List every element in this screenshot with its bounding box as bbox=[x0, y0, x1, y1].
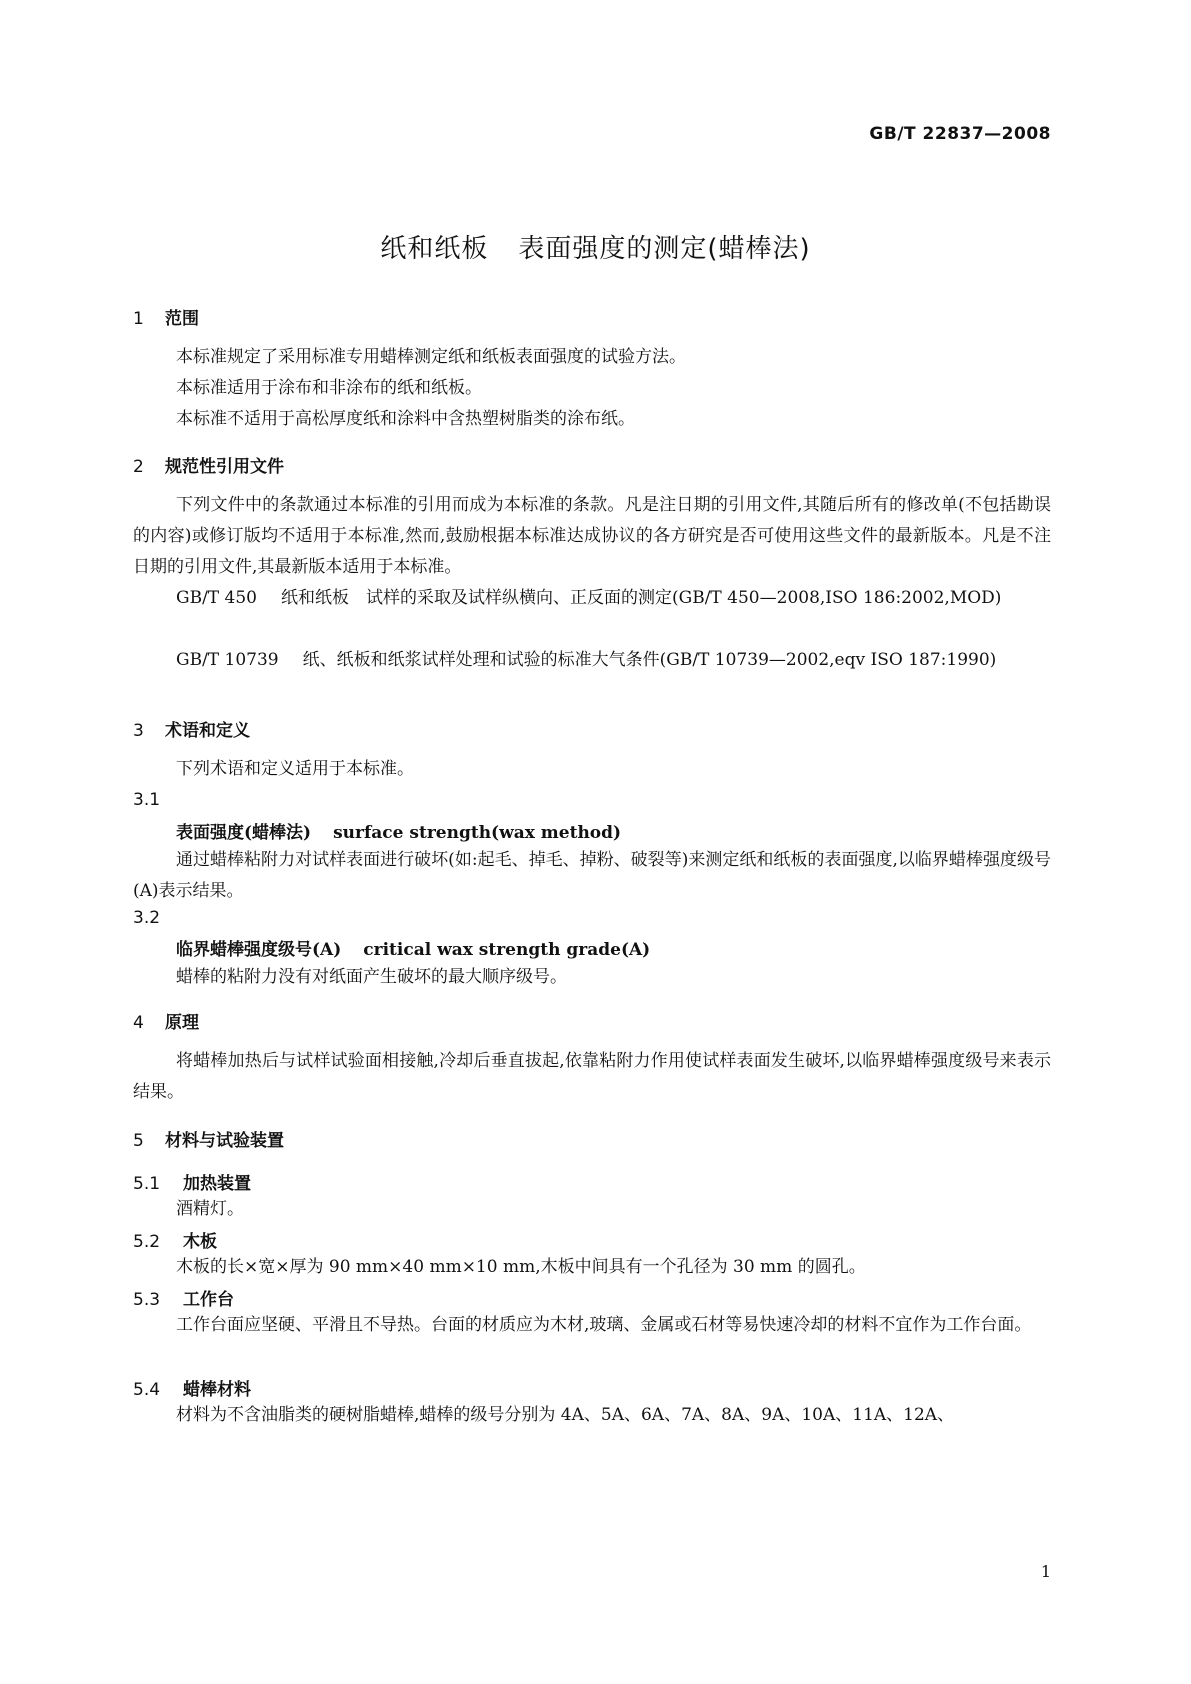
ref-text: 纸、纸板和纸浆试样处理和试验的标准大气条件(GB/T 10739—2002,eqv ISO 187:1990) bbox=[302, 650, 997, 670]
page-number: 1 bbox=[1040, 1562, 1051, 1581]
term-1 bbox=[133, 818, 1094, 843]
s1-paragraph-1: 本标准规定了采用标准专用蜡棒测定纸和纸板表面强度的试验方法。 bbox=[176, 347, 686, 367]
subsection-5-2-text: 木板的长×宽×厚为 90 mm×40 mm×10 mm,木板中间具有一个孔径为 30 mm 的圆孔。 bbox=[176, 1257, 866, 1277]
section-1-heading bbox=[133, 304, 1051, 329]
section-number: 5 bbox=[133, 1131, 144, 1151]
normative-reference-1 bbox=[133, 583, 1051, 614]
subsection-number: 5.1 bbox=[133, 1174, 161, 1194]
section-title: 规范性引用文件 bbox=[165, 457, 284, 477]
subsection-title: 木板 bbox=[183, 1232, 217, 1252]
term-2-number: 3.2 bbox=[133, 908, 161, 928]
subsection-number: 5.3 bbox=[133, 1290, 161, 1310]
section-title: 材料与试验装置 bbox=[165, 1131, 284, 1151]
s2-paragraph-1: 下列文件中的条款通过本标准的引用而成为本标准的条款。凡是注日期的引用文件,其随后所有的修改单(不包括勘误的内容)或修订版均不适用于本标准,然而,鼓励根据本标准达成协议的各方研究是否可使用这些文件的最新版本。凡是不注日期的引用文件,其最新版本适用于本标准。 bbox=[133, 495, 1051, 577]
ref-code: GB/T 10739 bbox=[176, 650, 279, 670]
subsection-5-4-heading bbox=[133, 1375, 1051, 1400]
subsection-number: 5.4 bbox=[133, 1380, 161, 1400]
title-part1: 纸和纸板 bbox=[380, 234, 489, 264]
term-2-definition: 蜡棒的粘附力没有对纸面产生破坏的最大顺序级号。 bbox=[176, 967, 567, 987]
section-2-heading bbox=[133, 452, 1051, 477]
ref-text: 纸和纸板 试样的采取及试样纵横向、正反面的测定(GB/T 450—2008,ISO 186:2002,MOD) bbox=[281, 588, 1002, 608]
subsection-5-1-text: 酒精灯。 bbox=[176, 1199, 244, 1219]
section-number: 4 bbox=[133, 1013, 144, 1033]
section-number: 3 bbox=[133, 721, 144, 741]
term-english: surface strength(wax method) bbox=[333, 823, 622, 843]
s1-paragraph-3: 本标准不适用于高松厚度纸和涂料中含热塑树脂类的涂布纸。 bbox=[176, 409, 635, 429]
ref-code: GB/T 450 bbox=[176, 588, 257, 608]
subsection-5-3-heading bbox=[133, 1285, 1051, 1310]
subsection-5-2-heading bbox=[133, 1227, 1051, 1252]
section-5-heading bbox=[133, 1126, 1051, 1151]
normative-reference-2 bbox=[133, 645, 1051, 676]
s1-paragraph-2: 本标准适用于涂布和非涂布的纸和纸板。 bbox=[176, 378, 482, 398]
section-title: 原理 bbox=[165, 1013, 199, 1033]
subsection-5-3-text: 工作台面应坚硬、平滑且不导热。台面的材质应为木材,玻璃、金属或石材等易快速冷却的材料不宜作为工作台面。 bbox=[176, 1315, 1032, 1335]
s4-paragraph-1: 将蜡棒加热后与试样试验面相接触,冷却后垂直拔起,依靠粘附力作用使试样表面发生破坏,以临界蜡棒强度级号来表示结果。 bbox=[133, 1051, 1051, 1102]
s3-paragraph-1: 下列术语和定义适用于本标准。 bbox=[176, 759, 414, 779]
term-1-definition: 通过蜡棒粘附力对试样表面进行破坏(如:起毛、掉毛、掉粉、破裂等)来测定纸和纸板的表面强度,以临界蜡棒强度级号(A)表示结果。 bbox=[133, 850, 1051, 901]
subsection-title: 加热装置 bbox=[183, 1174, 251, 1194]
term-english: critical wax strength grade(A) bbox=[363, 940, 651, 960]
section-title: 术语和定义 bbox=[165, 721, 250, 741]
subsection-5-1-heading bbox=[133, 1169, 1051, 1194]
term-chinese: 表面强度(蜡棒法) bbox=[176, 823, 312, 843]
subsection-title: 蜡棒材料 bbox=[183, 1380, 251, 1400]
section-3-heading bbox=[133, 716, 1051, 741]
document-title bbox=[0, 228, 1191, 265]
subsection-number: 5.2 bbox=[133, 1232, 161, 1252]
section-number: 1 bbox=[133, 309, 144, 329]
subsection-title: 工作台 bbox=[183, 1290, 234, 1310]
section-number: 2 bbox=[133, 457, 144, 477]
standard-code: GB/T 22837—2008 bbox=[869, 124, 1051, 144]
section-title: 范围 bbox=[165, 309, 199, 329]
term-1-number: 3.1 bbox=[133, 790, 161, 810]
subsection-5-4-text: 材料为不含油脂类的硬树脂蜡棒,蜡棒的级号分别为 4A、5A、6A、7A、8A、9A、10A、11A、12A、 bbox=[176, 1405, 955, 1425]
title-part2: 表面强度的测定(蜡棒法) bbox=[518, 234, 811, 264]
section-4-heading bbox=[133, 1008, 1051, 1033]
term-2 bbox=[133, 935, 1094, 960]
term-chinese: 临界蜡棒强度级号(A) bbox=[176, 940, 342, 960]
